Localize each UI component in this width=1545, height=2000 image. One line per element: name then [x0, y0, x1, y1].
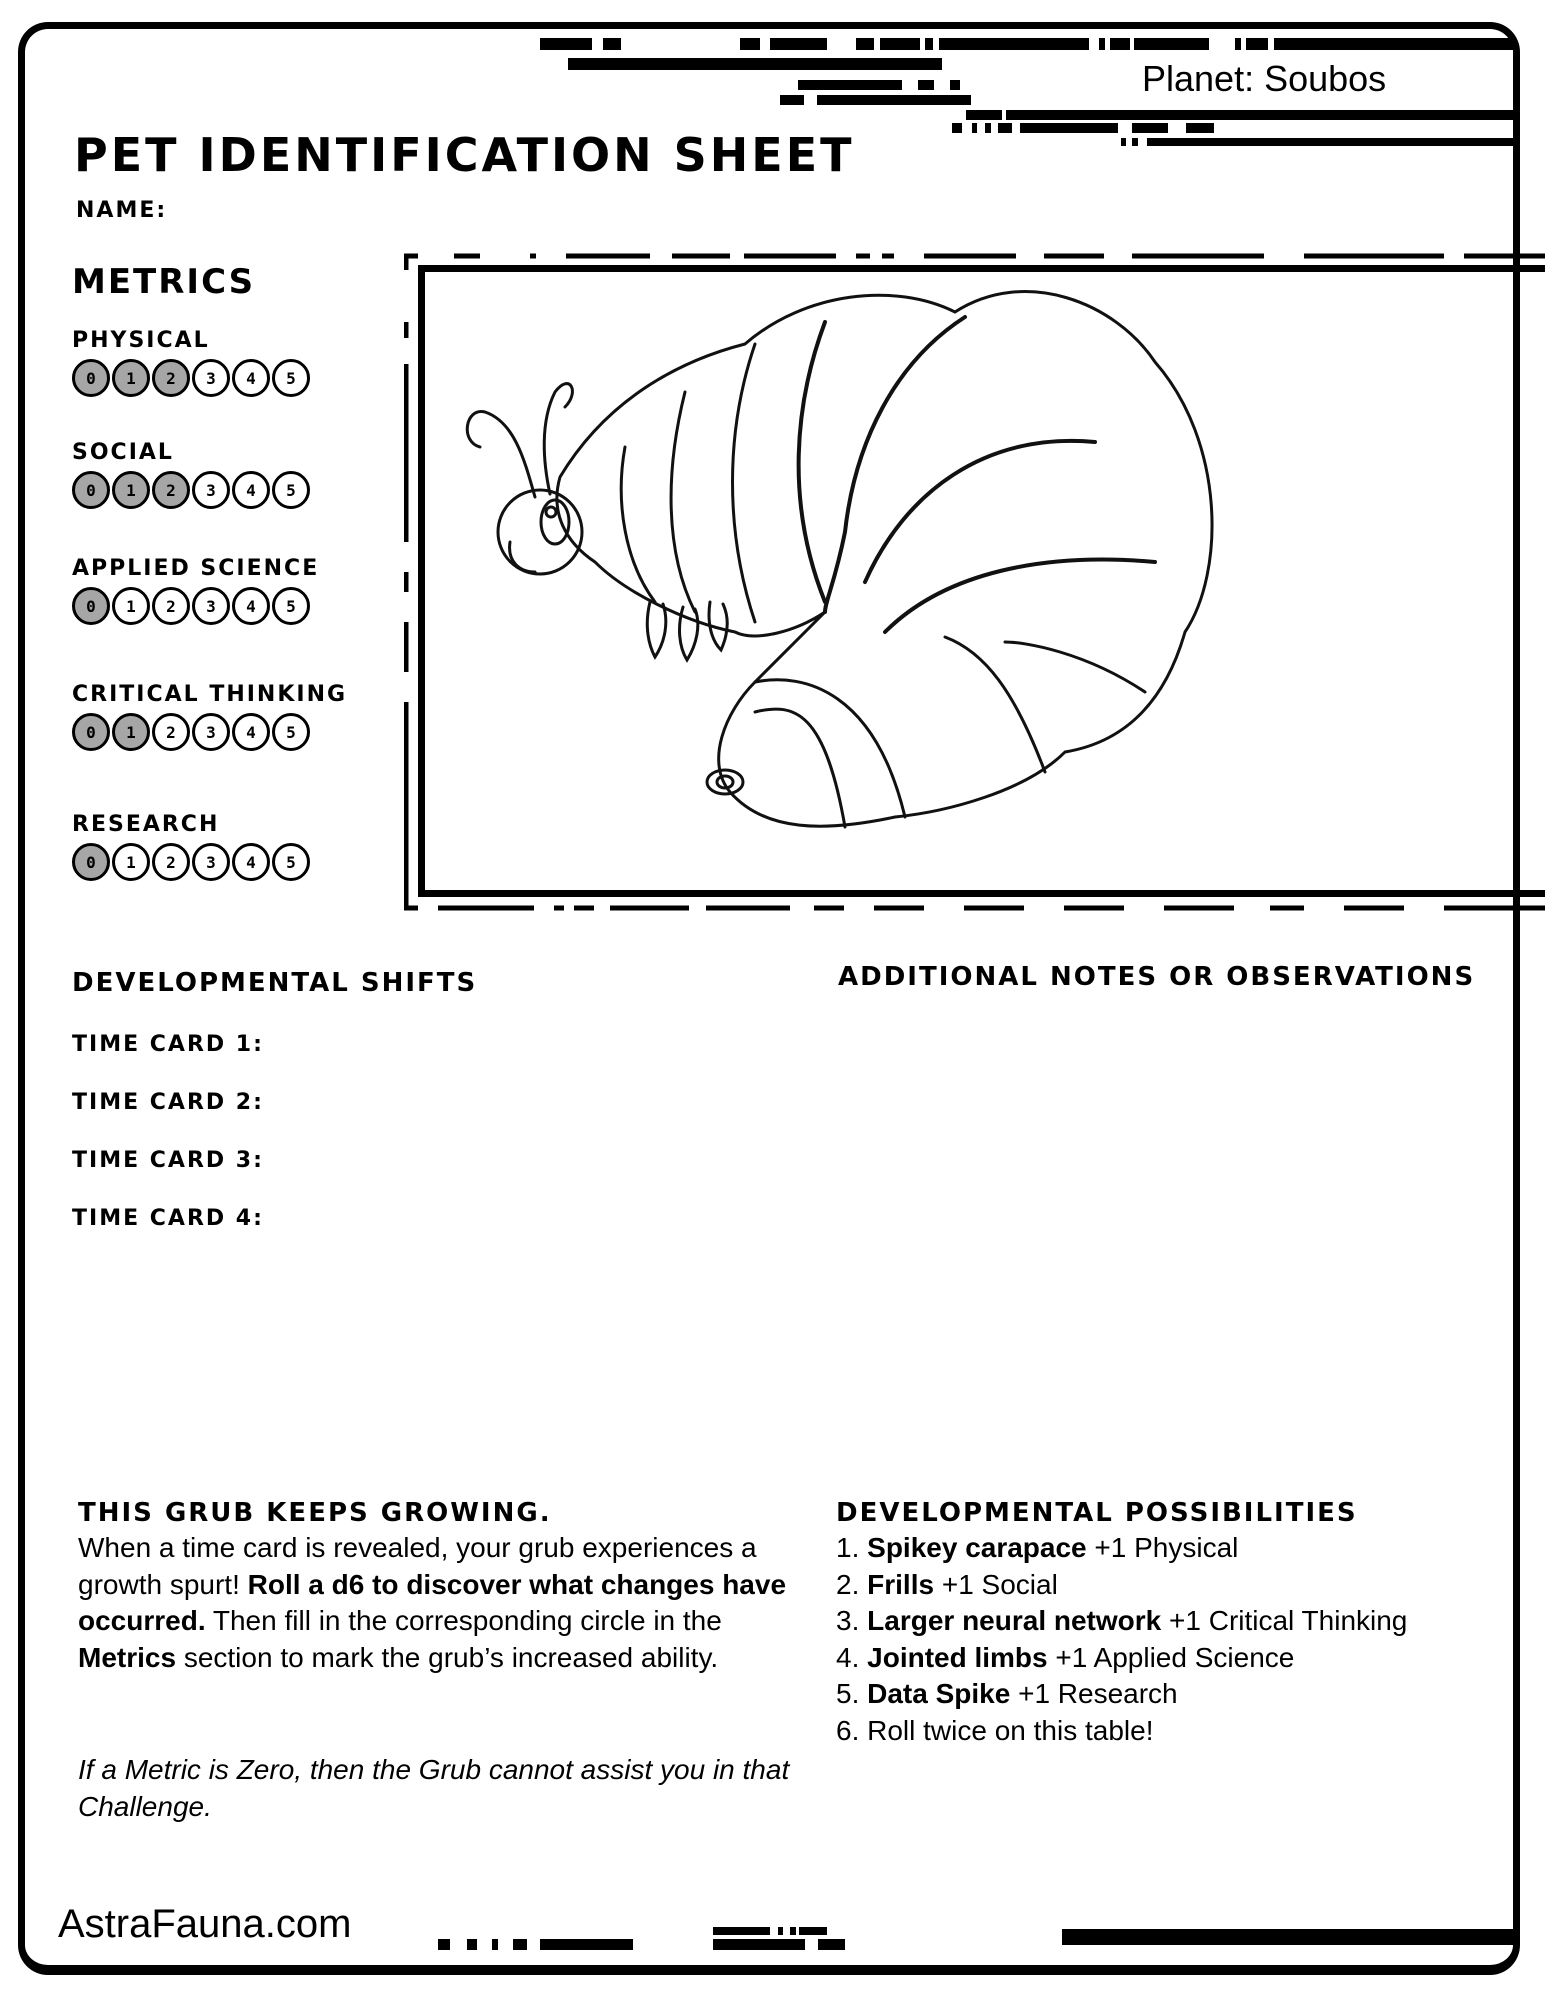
possibility-trait: Jointed limbs [867, 1641, 1048, 1673]
metric-circle-4[interactable]: 4 [232, 587, 270, 625]
metric-circle-1[interactable]: 1 [112, 359, 150, 397]
grub-illustration [425, 272, 1545, 890]
body-text: When a time card is revealed, your grub experiences a growth spurt! [78, 1532, 757, 1600]
metric-circle-4[interactable]: 4 [232, 713, 270, 751]
metric-circle-5[interactable]: 5 [272, 471, 310, 509]
time-card-2-label: TIME CARD 2: [72, 1090, 264, 1115]
emphasis-text: Metrics [78, 1641, 177, 1673]
metric-physical [72, 328, 310, 397]
metric-circle-1[interactable]: 1 [112, 587, 150, 625]
metric-rating [72, 713, 347, 751]
metric-rating [72, 471, 310, 509]
possibilities-list [836, 1530, 1407, 1749]
body-text: Then fill in the corresponding circle in the [205, 1605, 722, 1636]
planet-label: Planet: Soubos [1142, 58, 1387, 99]
developmental-shifts-heading: DEVELOPMENTAL SHIFTS [72, 968, 478, 998]
metric-social [72, 440, 310, 509]
metric-rating [72, 843, 310, 881]
possibility-trait: Data Spike [867, 1678, 1011, 1709]
time-card-3-label: TIME CARD 3: [72, 1148, 264, 1173]
metric-circle-2[interactable]: 2 [152, 359, 190, 397]
metric-circle-0[interactable]: 0 [72, 359, 110, 397]
metric-circle-2[interactable]: 2 [152, 843, 190, 881]
metric-circle-3[interactable]: 3 [192, 359, 230, 397]
metric-circle-3[interactable]: 3 [192, 713, 230, 751]
metric-circle-2[interactable]: 2 [152, 713, 190, 751]
possibility-effect: +1 Research [1010, 1678, 1178, 1709]
metric-label: CRITICAL THINKING [72, 682, 348, 707]
pet-illustration [418, 265, 1545, 897]
emphasis-text: Roll a d6 to discover what changes have occurred. [78, 1568, 787, 1636]
metric-circle-5[interactable]: 5 [272, 587, 310, 625]
possibility-item [836, 1640, 1407, 1677]
metric-circle-3[interactable]: 3 [192, 471, 230, 509]
possibility-number: 1. [836, 1532, 868, 1563]
metric-circle-4[interactable]: 4 [232, 843, 270, 881]
metric-circle-0[interactable]: 0 [72, 587, 110, 625]
possibility-trait: Larger neural network [867, 1605, 1162, 1636]
metric-circle-0[interactable]: 0 [72, 471, 110, 509]
notes-heading: ADDITIONAL NOTES OR OBSERVATIONS [838, 962, 1476, 992]
metric-label: APPLIED SCIENCE [72, 556, 320, 581]
possibility-effect: Roll twice on this table! [867, 1714, 1154, 1746]
possibility-item [836, 1567, 1407, 1604]
grub-info-note: If a Metric is Zero, then the Grub cannot assist you in that Challenge. [78, 1754, 790, 1822]
metric-circle-1[interactable]: 1 [112, 713, 150, 751]
grub-info-heading: THIS GRUB KEEPS GROWING. [78, 1498, 552, 1528]
possibility-number: 3. [836, 1605, 868, 1636]
possibility-effect: +1 Social [934, 1568, 1058, 1600]
grub-info-text [78, 1530, 798, 1676]
possibility-trait: Frills [867, 1568, 935, 1600]
metric-circle-5[interactable]: 5 [272, 359, 310, 397]
metric-applied-science [72, 556, 319, 625]
possibility-effect: +1 Physical [1086, 1532, 1239, 1563]
metric-circle-0[interactable]: 0 [72, 843, 110, 881]
metric-research [72, 812, 310, 881]
metric-rating [72, 359, 310, 397]
metric-circle-1[interactable]: 1 [112, 843, 150, 881]
possibility-trait: Spikey carapace [867, 1532, 1087, 1563]
metric-label: PHYSICAL [72, 328, 210, 353]
possibility-item [836, 1603, 1407, 1640]
possibility-number: 2. [836, 1568, 868, 1600]
metric-label: SOCIAL [72, 440, 174, 465]
metric-circle-2[interactable]: 2 [152, 587, 190, 625]
metric-circle-3[interactable]: 3 [192, 587, 230, 625]
page-title: PET IDENTIFICATION SHEET [74, 128, 855, 182]
metrics-heading: METRICS [72, 262, 256, 302]
metric-circle-1[interactable]: 1 [112, 471, 150, 509]
possibility-effect: +1 Critical Thinking [1161, 1605, 1408, 1636]
footer-site-link[interactable]: AstraFauna.com [58, 1902, 352, 1946]
metric-rating [72, 587, 319, 625]
metric-circle-0[interactable]: 0 [72, 713, 110, 751]
possibility-number: 6. [836, 1714, 868, 1746]
metric-circle-5[interactable]: 5 [272, 713, 310, 751]
metric-critical-thinking [72, 682, 347, 751]
possibility-number: 5. [836, 1678, 868, 1709]
possibility-item [836, 1713, 1407, 1750]
body-text: section to mark the grub’s increased ability. [176, 1641, 719, 1673]
possibility-item [836, 1530, 1407, 1567]
metric-circle-3[interactable]: 3 [192, 843, 230, 881]
possibility-number: 4. [836, 1641, 868, 1673]
possibility-item [836, 1676, 1407, 1713]
name-field-label: NAME: [76, 198, 168, 223]
metric-label: RESEARCH [72, 812, 220, 837]
metric-circle-5[interactable]: 5 [272, 843, 310, 881]
possibility-effect: +1 Applied Science [1047, 1641, 1295, 1673]
possibilities-heading: DEVELOPMENTAL POSSIBILITIES [836, 1498, 1358, 1528]
time-card-1-label: TIME CARD 1: [72, 1032, 264, 1057]
metric-circle-4[interactable]: 4 [232, 471, 270, 509]
metric-circle-2[interactable]: 2 [152, 471, 190, 509]
time-card-4-label: TIME CARD 4: [72, 1206, 264, 1231]
metric-circle-4[interactable]: 4 [232, 359, 270, 397]
